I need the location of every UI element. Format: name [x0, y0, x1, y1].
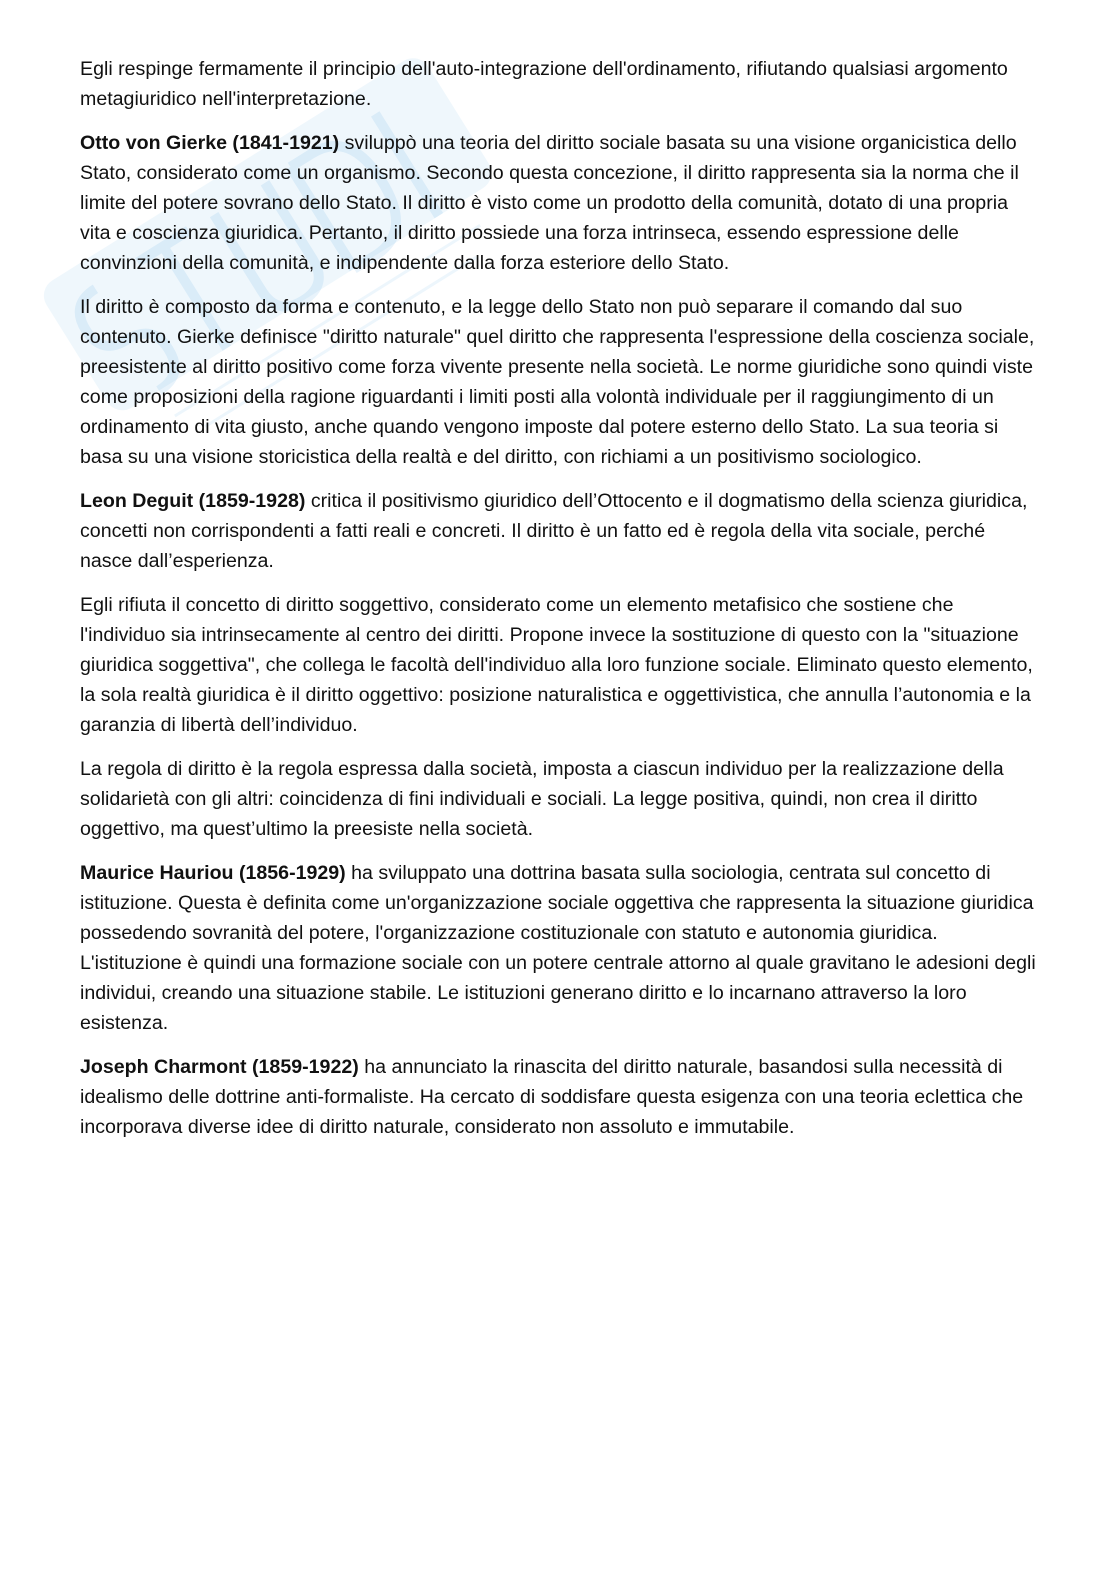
- paragraph: [80, 292, 1036, 472]
- paragraph-text: Egli rifiuta il concetto di diritto soggettivo, considerato come un elemento metafisico che sostiene che l'individuo sia intrinsecamente al centro dei diritti. Propone invece la sostituzione di questo con la "situazione giuridica soggettiva", che collega le facoltà dell'individuo alla loro funzione sociale. Eliminato questo elemento, la sola realtà giuridica è il diritto oggettivo: posizione naturalistica e oggettivistica, che annulla l’autonomia e la garanzia di libertà dell’individuo.: [80, 594, 1033, 736]
- author-heading: Joseph Charmont (1859-1922): [80, 1056, 359, 1078]
- paragraph-text: sviluppò una teoria del diritto sociale basata su una visione organicistica dello Stato, considerato come un organismo. Secondo questa concezione, il diritto rappresenta sia la norma che il limite del potere sovrano dello Stato. Il diritto è visto come un prodotto della comunità, dotato di una propria vita e coscienza giuridica. Pertanto, il diritto possiede una forza intrinseca, essendo espressione delle convinzioni della comunità, e indipendente dalla forza esteriore dello Stato.: [80, 132, 1019, 274]
- paragraph: [80, 754, 1036, 844]
- paragraph: [80, 54, 1036, 114]
- paragraph-text: ha sviluppato una dottrina basata sulla sociologia, centrata sul concetto di istituzione. Questa è definita come un'organizzazione sociale oggettiva che rappresenta la situazione giuridica possedendo sovranità del potere, l'organizzazione costituzionale con statuto e autonomia giuridica. L'istituzione è quindi una formazione sociale con un potere centrale attorno al quale gravitano le adesioni degli individui, creando una situazione stabile. Le istituzioni generano diritto e lo incarnano attraverso la loro esistenza.: [80, 862, 1036, 1034]
- paragraph-text: La regola di diritto è la regola espressa dalla società, imposta a ciascun individuo per la realizzazione della solidarietà con gli altri: coincidenza di fini individuali e sociali. La legge positiva, quindi, non crea il diritto oggettivo, ma quest’ultimo la preesiste nella società.: [80, 758, 1004, 840]
- paragraph: [80, 1052, 1036, 1142]
- paragraph: [80, 486, 1036, 576]
- author-heading: Maurice Hauriou (1856-1929): [80, 862, 346, 884]
- paragraph: [80, 128, 1036, 278]
- author-heading: Leon Deguit (1859-1928): [80, 490, 306, 512]
- paragraph-text: ha annunciato la rinascita del diritto naturale, basandosi sulla necessità di idealismo delle dottrine anti-formaliste. Ha cercato di soddisfare questa esigenza con una teoria eclettica che incorporava diverse idee di diritto naturale, considerato non assoluto e immutabile.: [80, 1056, 1024, 1138]
- paragraph: [80, 858, 1036, 1038]
- paragraph-text: critica il positivismo giuridico dell’Ottocento e il dogmatismo della scienza giuridica, concetti non corrispondenti a fatti reali e concreti. Il diritto è un fatto ed è regola della vita sociale, perché nasce dall’esperienza.: [80, 490, 1028, 572]
- paragraph: [80, 590, 1036, 740]
- paragraph-text: Egli respinge fermamente il principio dell'auto-integrazione dell'ordinamento, rifiutando qualsiasi argomento metagiuridico nell'interpretazione.: [80, 58, 1008, 110]
- author-heading: Otto von Gierke (1841-1921): [80, 132, 340, 154]
- paragraph-text: Il diritto è composto da forma e contenuto, e la legge dello Stato non può separare il comando dal suo contenuto. Gierke definisce "diritto naturale" quel diritto che rappresenta l'espressione della coscienza sociale, preesistente al diritto positivo come forza vivente presente nella società. Le norme giuridiche sono quindi viste come proposizioni della ragione riguardanti i limiti posti alla volontà individuale per il raggiungimento di un ordinamento di vita giusto, anche quando vengono imposte dal potere esterno dello Stato. La sua teoria si basa su una visione storicistica della realtà e del diritto, con richiami a un positivismo sociologico.: [80, 296, 1035, 468]
